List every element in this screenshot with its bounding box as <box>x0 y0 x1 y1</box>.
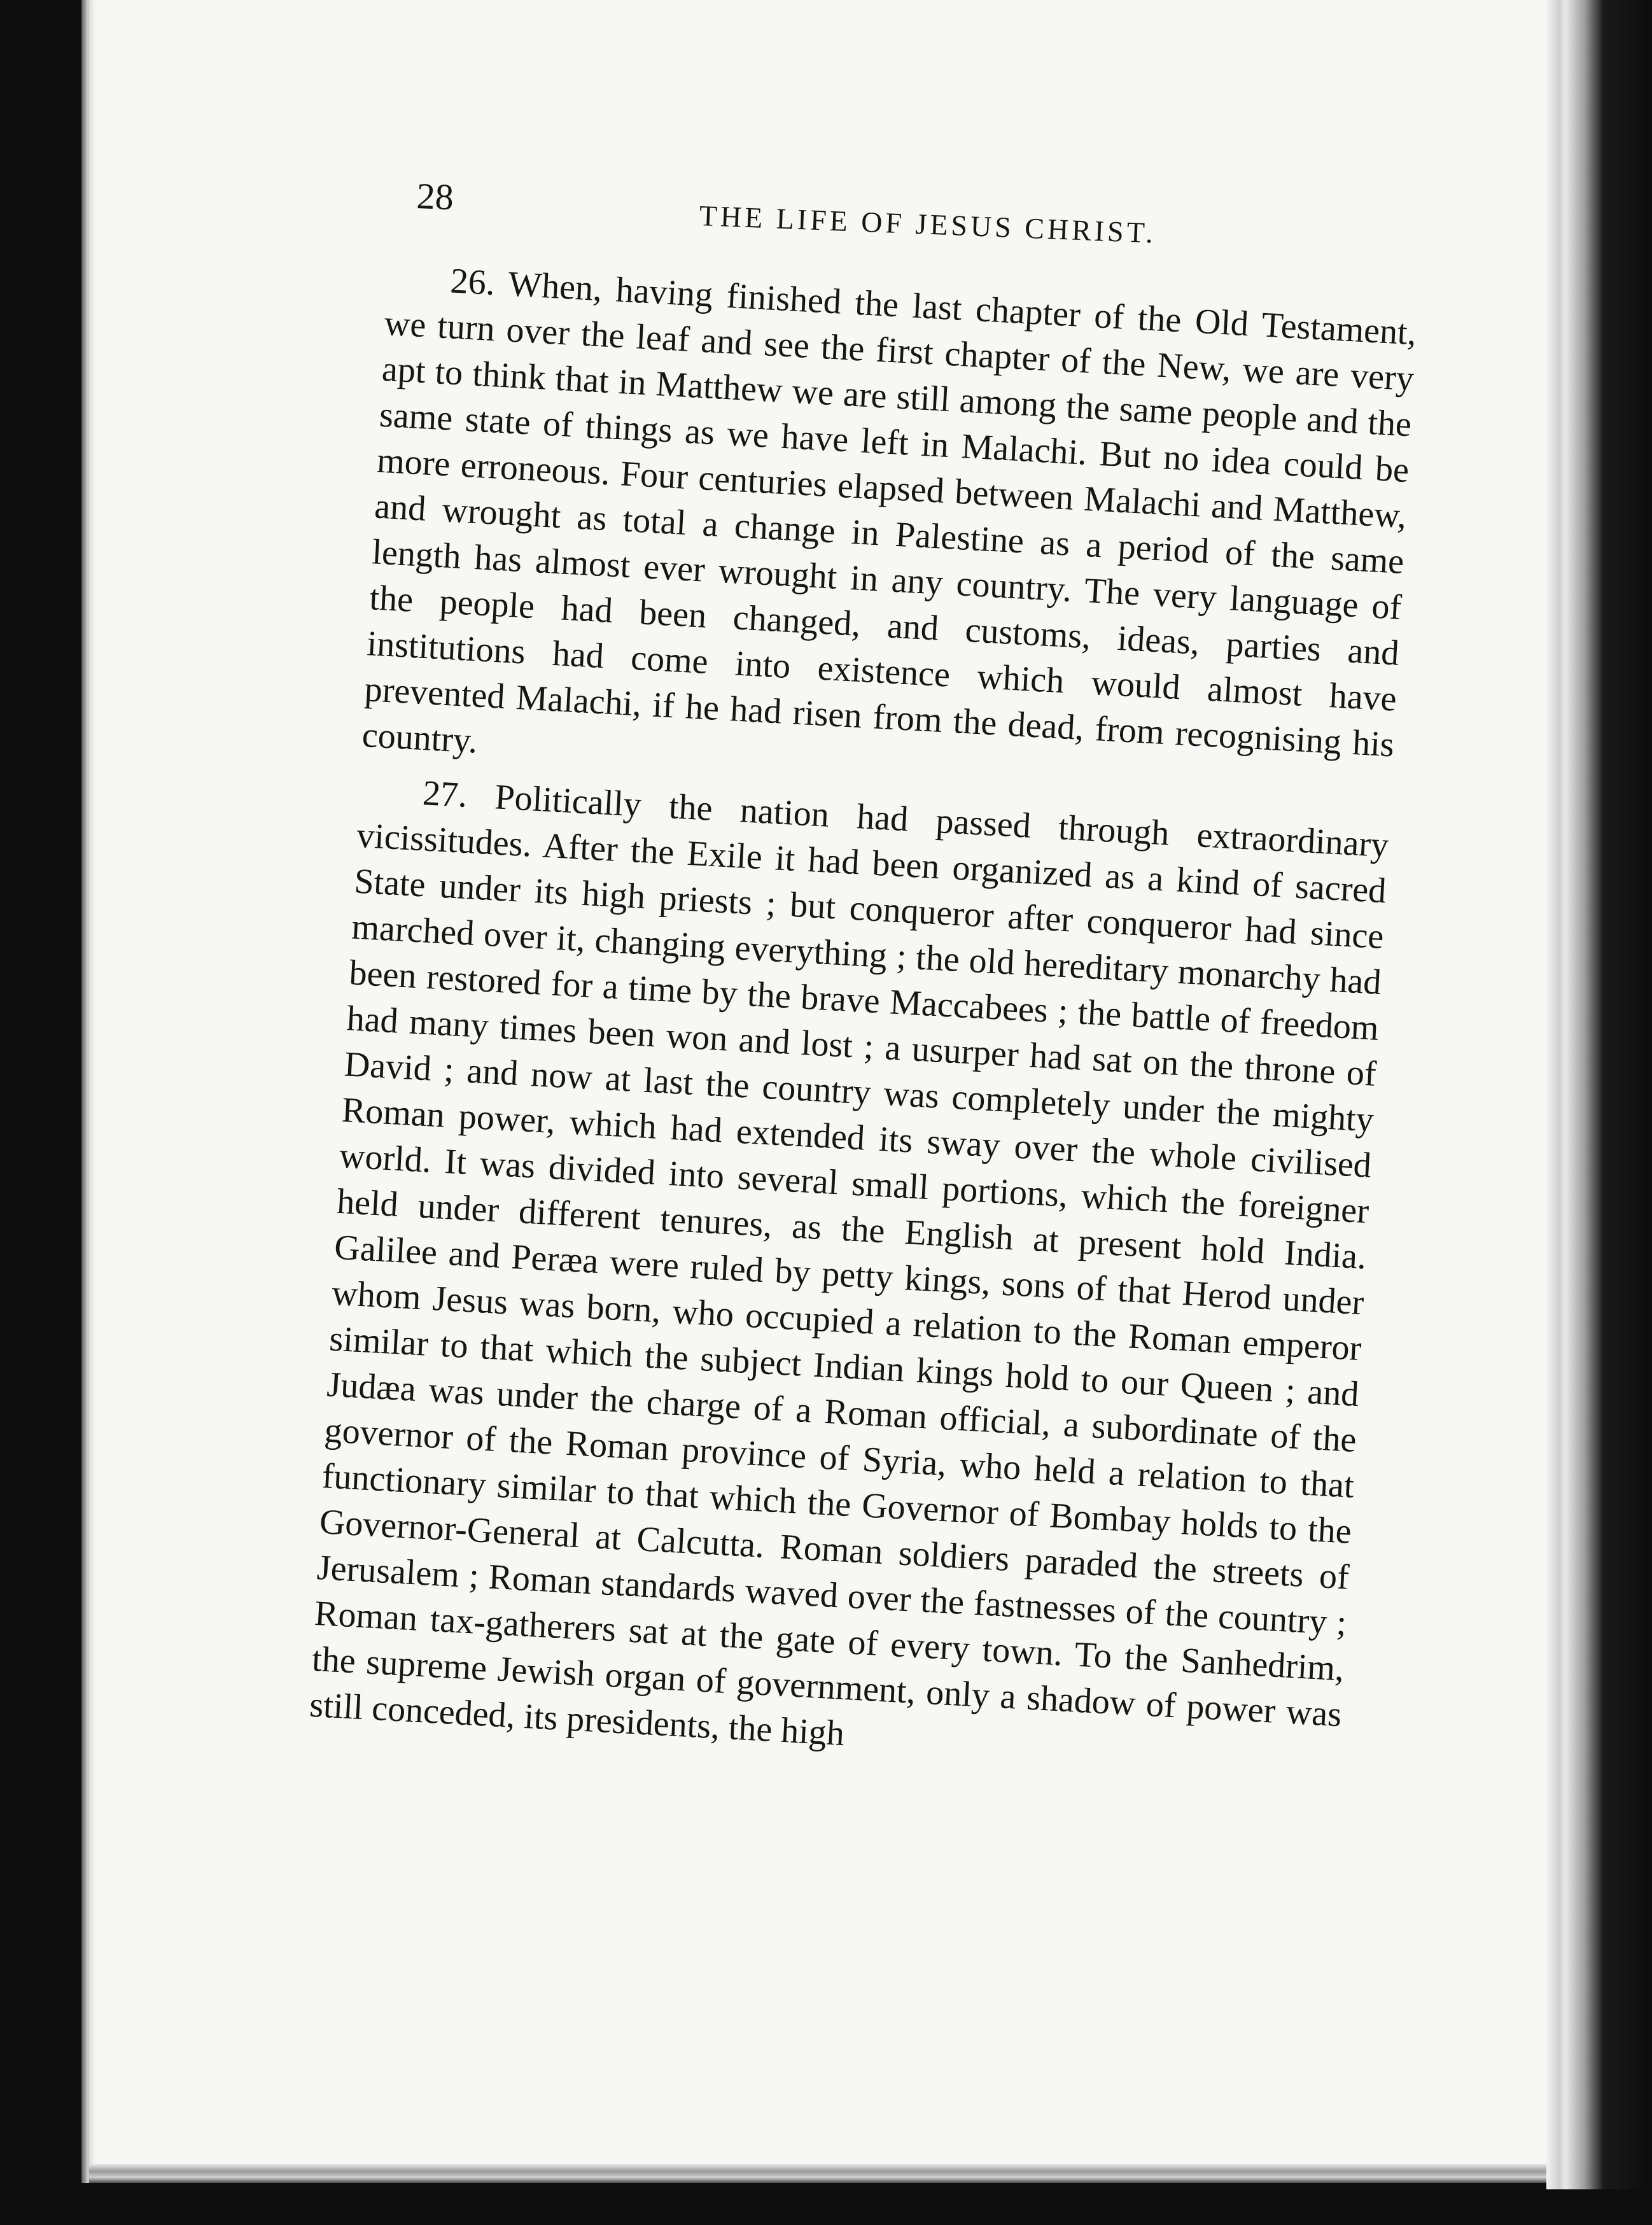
paragraph-text: 27. Politically the nation had passed through extraordinary vicissitudes. After the Exile it had been organized as a kind of sacred State under its high priests ; but conqueror after conqueror had since marched over it, changing everything ; the old hereditary monarchy had been restored for a time by the brave Maccabees ; the battle of freedom had many times been won and lost ; a usurper had sat on the throne of David ; and now at last the country was completely under the mighty Roman power, which had extended its sway over the whole civilised world. It was divided into several small portions, which the foreigner held under different tenures, as the English at present hold India. Galilee and Peræa were ruled by petty kings, sons of that Herod under whom Jesus was born, who occupied a relation to the Roman emperor similar to that which the subject Indian kings hold to our Queen ; and Judæa was under the charge of a Roman official, a subordinate of the governor of the Roman province of Syria, who held a relation to that functionary similar to that which the Governor of Bombay holds to the Governor-General at Calcutta. Roman soldiers paraded the streets of Jerusalem ; Roman standards waved over the fastnesses of the country ; Roman tax-gatherers sat at the gate of every town. To the Sanhedrim, the supreme Jewish organ of government, only a shadow of power was still conceded, its presidents, the high <box>308 773 1390 1754</box>
running-head: THE LIFE OF JESUS CHRIST. <box>699 199 1157 249</box>
right-gutter-shadow <box>1546 0 1648 2189</box>
bottom-page-edges <box>89 2164 1597 2183</box>
paragraph-27 <box>309 767 1390 1783</box>
body-text <box>308 255 1418 1792</box>
paragraph-text: 26. When, having finished the last chapter of the Old Testament, we turn over the leaf and see the first chapter of the New, we are very apt to think that in Matthew we are still among the same people and the same state of things as we have left in Malachi. But no idea could be more erroneous. Four centuries elapsed between Malachi and Matthew, and wrought as total a change in Palestine as a period of the same length has almost ever wrought in any country. The very language of the people had been changed, and customs, ideas, parties and institutions had come into existence which would almost have prevented Malachi, if he had risen from the dead, from recognising his country. <box>361 261 1418 765</box>
paragraph-26 <box>361 255 1417 813</box>
page-number: 28 <box>416 174 454 218</box>
